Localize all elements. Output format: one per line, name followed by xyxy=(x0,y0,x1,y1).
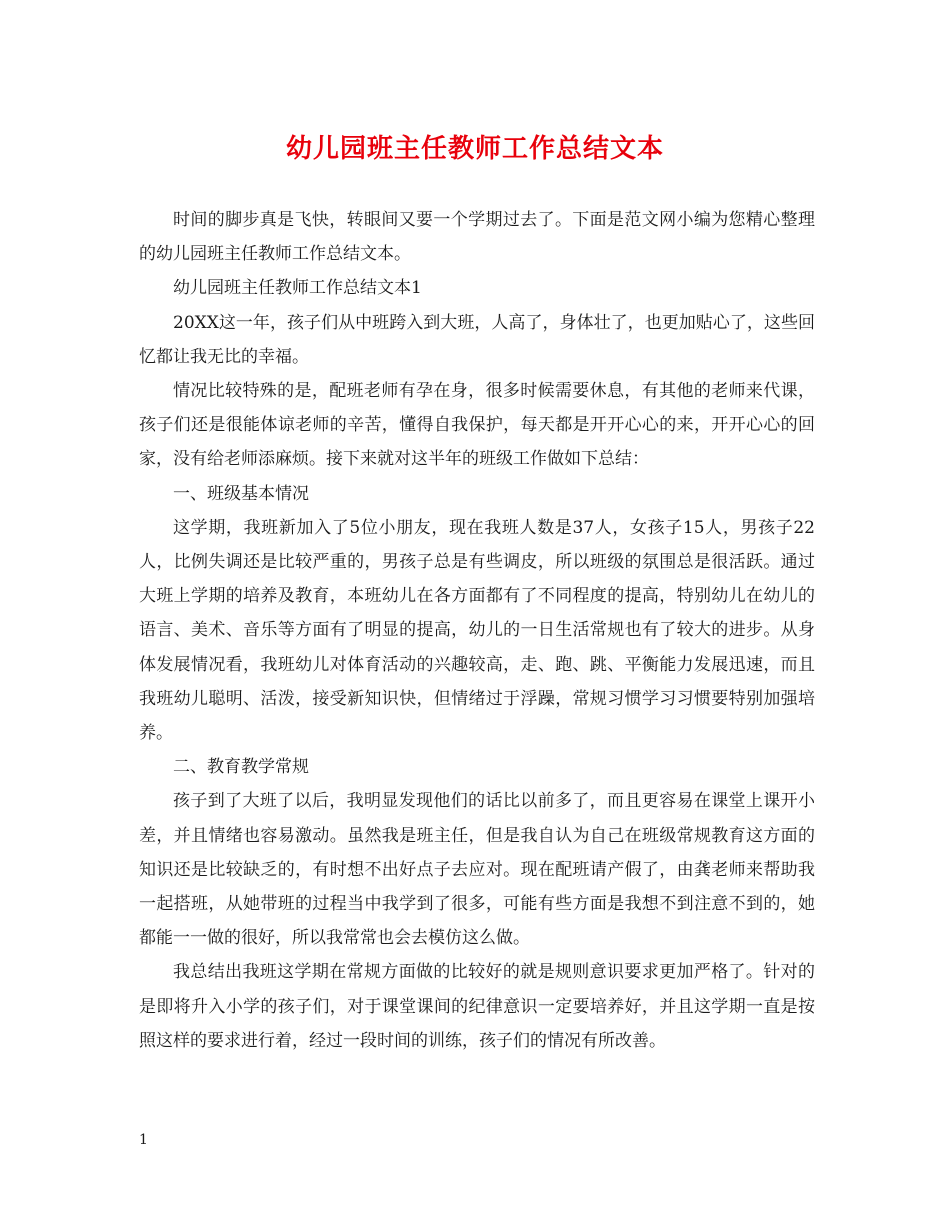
paragraph-summary: 我总结出我班这学期在常规方面做的比较好的就是规则意识要求更加严格了。针对的是即将升入小学的孩子们，对于课堂课间的纪律意识一定要培养好，并且这学期一直是按照这样的要求进行着，经过一段时间的训练，孩子们的情况有所改善。 xyxy=(139,962,815,1051)
paragraph-class-info: 这学期，我班新加入了5位小朋友，现在我班人数是37人，女孩子15人，男孩子22人，比例失调还是比较严重的，男孩子总是有些调皮，所以班级的氛围总是很活跃。通过大班上学期的培养及教育，本班幼儿在各方面都有了不同程度的提高，特别幼儿在幼儿的语言、美术、音乐等方面有了明显的提高，幼儿的一日生活常规也有了较大的进步。从身体发展情况看，我班幼儿对体育活动的兴趣较高，走、跑、跳、平衡能力发展迅速，而且我班幼儿聪明、活泼，接受新知识快，但情绪过于浮躁，常规习惯学习习惯要特别加强培养。 xyxy=(139,517,815,744)
document-title: 幼儿园班主任教师工作总结文本 xyxy=(285,134,664,164)
paragraph-intro: 时间的脚步真是飞快，转眼间又要一个学期过去了。下面是范文网小编为您精心整理的幼儿园班主任教师工作总结文本。 xyxy=(139,210,815,265)
section-heading-2: 二、教育教学常规 xyxy=(173,757,309,778)
document-body xyxy=(139,203,815,1058)
paragraph-subtitle: 幼儿园班主任教师工作总结文本1 xyxy=(173,278,422,299)
paragraph-teaching: 孩子到了大班了以后，我明显发现他们的话比以前多了，而且更容易在课堂上课开小差，并且情绪也容易激动。虽然我是班主任，但是我自认为自己在班级常规教育这方面的知识还是比较缺乏的，有时想不出好点子去应对。现在配班请产假了，由龚老师来帮助我一起搭班，从她带班的过程当中我学到了很多，可能有些方面是我想不到注意不到的，她都能一一做的很好，所以我常常也会去模仿这么做。 xyxy=(139,791,815,949)
section-heading-1: 一、班级基本情况 xyxy=(173,483,309,504)
paragraph-year: 20XX这一年，孩子们从中班跨入到大班，人高了，身体壮了，也更加贴心了，这些回忆都让我无比的幸福。 xyxy=(139,312,815,367)
page-number: 1 xyxy=(139,1132,148,1148)
paragraph-situation: 情况比较特殊的是，配班老师有孕在身，很多时候需要休息，有其他的老师来代课，孩子们还是很能体谅老师的辛苦，懂得自我保护，每天都是开开心心的来，开开心心的回家，没有给老师添麻烦。接下来就对这半年的班级工作做如下总结： xyxy=(139,381,815,470)
